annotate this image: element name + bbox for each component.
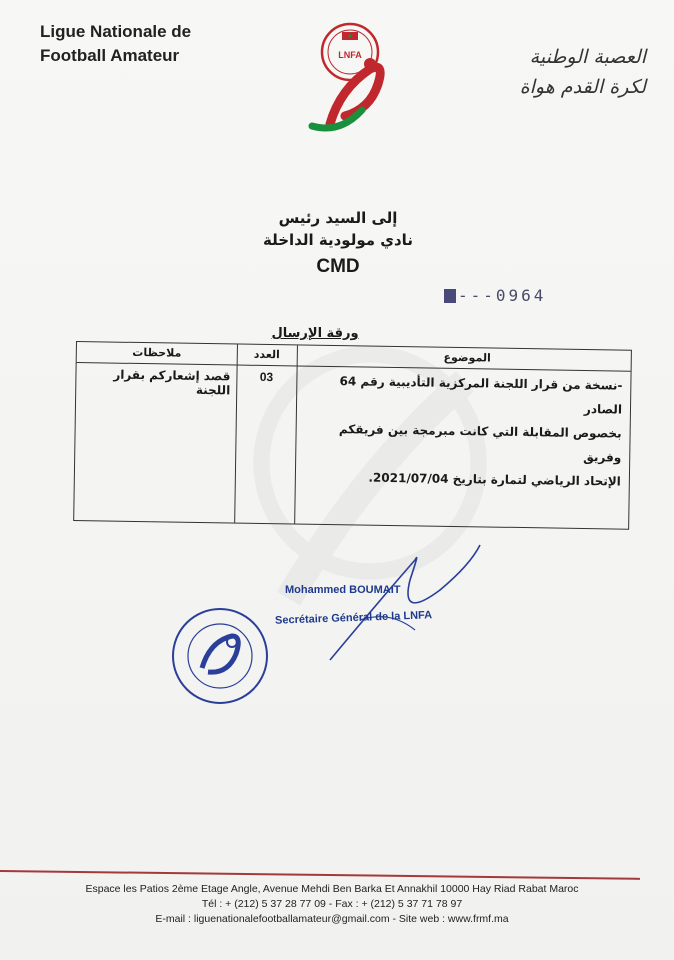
signatory-name: Mohammed BOUMAIT [285, 584, 401, 596]
reference-number [444, 286, 594, 305]
column-count [234, 345, 298, 524]
slip-title: ورقة الإرسال [271, 326, 359, 341]
stamp-mark-icon [444, 289, 456, 303]
lnfa-logo-icon [300, 14, 400, 144]
subject-line2: بخصوص المقابلة التي كانت مبرمجة بين فريقكم وفريق [338, 422, 622, 465]
addressee-code: CMD [316, 256, 360, 277]
subject-line3: الإتحاد الرياضي لتمارة بتاريخ 2021/07/04. [368, 470, 621, 489]
header-count: العدد [237, 345, 297, 367]
signature-scribble-icon [320, 540, 490, 670]
footer-contact [52, 882, 612, 927]
addressee-line1: إلى السيد رئيس [278, 209, 398, 227]
org-name-french [40, 20, 200, 68]
signatory-title: Secrétaire Général de la LNFA [274, 609, 433, 627]
logo-text: LNFA [338, 50, 362, 60]
addressee-line2: نادي مولودية الداخلة [263, 231, 413, 249]
reference-value: ---0964 [458, 286, 547, 305]
column-notes [74, 342, 238, 523]
cell-subject [295, 366, 631, 493]
header-subject: الموضوع [297, 345, 631, 371]
footer-address: Espace les Patios 2ème Etage Angle, Avenue Mehdi Ben Barka Et Annakhil 10000 Hay Riad Rabat Maroc [85, 883, 579, 895]
official-stamp-icon [170, 606, 270, 706]
org-name-arabic-line1: العصبة الوطنية [529, 46, 646, 68]
org-name-arabic [476, 42, 646, 102]
header-notes: ملاحظات [77, 342, 237, 366]
footer-email: E-mail : liguenationalefootballamateur@gmail.com - Site web : www.frmf.ma [155, 913, 509, 925]
signature-area [170, 540, 490, 720]
transmittal-table [73, 341, 632, 530]
cell-count: 03 [259, 369, 274, 385]
org-name-french-line2: Football Amateur [40, 46, 180, 65]
addressee-block [238, 207, 438, 251]
subject-line1: -نسخة من قرار اللجنة المركزية التأديبية رقم 64 الصادر [339, 374, 623, 417]
org-name-arabic-line2: لكرة القدم هواة [519, 76, 646, 98]
org-name-french-line1: Ligue Nationale de [40, 22, 192, 41]
footer-divider [0, 870, 640, 880]
footer-phone: Tél : + (212) 5 37 28 77 09 - Fax : + (212) 5 37 71 78 97 [201, 898, 463, 910]
column-subject [294, 345, 631, 528]
cell-notes: قصد إشعاركم بقرار اللجنة [113, 367, 231, 398]
